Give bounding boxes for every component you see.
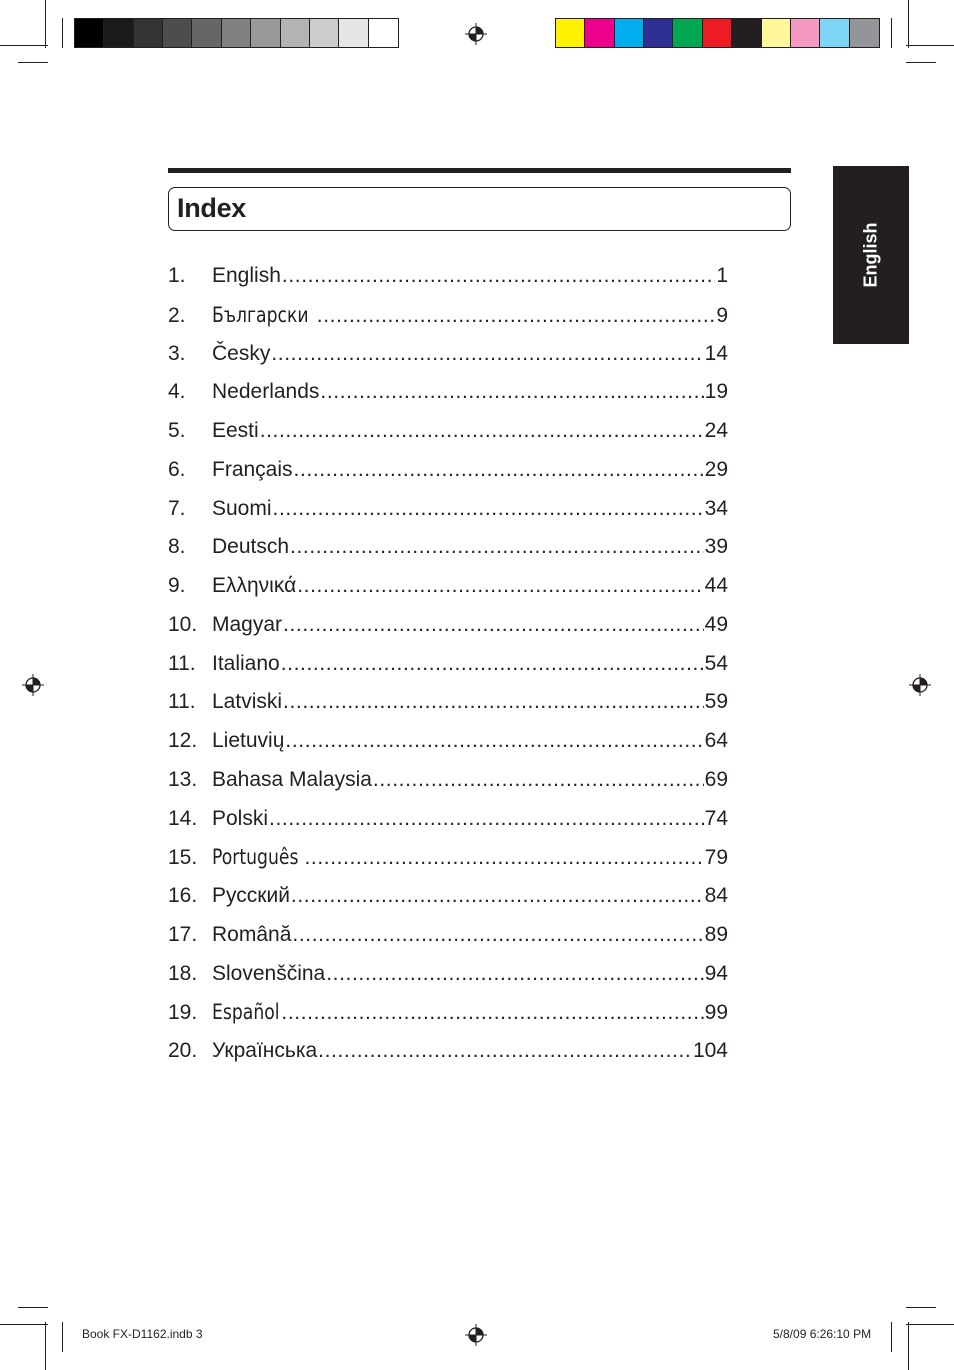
crop-mark <box>62 1322 63 1352</box>
color-swatch <box>192 19 221 47</box>
toc-entry-number: 18. <box>168 961 198 985</box>
toc-entry-number: 5. <box>168 419 186 442</box>
toc-entry <box>168 842 728 872</box>
color-swatch <box>585 19 614 47</box>
color-swatch <box>251 19 280 47</box>
toc-entry-title: Română <box>212 922 292 946</box>
toc-dot-leader <box>297 571 703 601</box>
toc-entry-page: 9 <box>716 303 728 327</box>
toc-dot-leader <box>326 959 703 989</box>
toc-dot-leader <box>269 804 704 834</box>
toc-entry <box>168 571 728 601</box>
toc-entry-page: 1 <box>716 264 728 287</box>
toc-entry-page: 104 <box>692 1039 728 1062</box>
crop-mark <box>62 18 63 48</box>
color-swatch <box>615 19 644 47</box>
crop-mark <box>0 45 48 46</box>
color-swatch <box>339 19 368 47</box>
color-swatch <box>281 19 310 47</box>
crop-mark <box>906 1324 954 1325</box>
crop-mark <box>908 1322 909 1370</box>
toc-entry-number: 8. <box>168 535 186 559</box>
toc-entry-title: Magyar <box>212 612 283 636</box>
toc-entry-title: Ελληνικά <box>212 574 297 597</box>
registration-mark-icon <box>909 674 931 696</box>
toc-dot-leader <box>283 610 704 640</box>
toc-dot-leader <box>292 920 703 950</box>
toc-dot-leader <box>290 532 704 562</box>
color-swatch <box>104 19 133 47</box>
registration-mark-icon <box>465 1324 487 1346</box>
toc-entry-page: 24 <box>704 419 728 442</box>
toc-entry-number: 20. <box>168 1039 198 1062</box>
toc-entry-page: 79 <box>704 846 728 870</box>
crop-mark <box>891 1322 892 1352</box>
crop-mark <box>908 0 909 48</box>
toc-entry <box>168 765 728 795</box>
toc-dot-leader <box>373 765 704 795</box>
toc-entry <box>168 610 728 640</box>
toc-entry-title: Česky <box>212 341 271 365</box>
color-swatch <box>791 19 820 47</box>
toc-entry-title: Suomi <box>212 496 272 520</box>
toc-entry-title: Polski <box>212 806 269 830</box>
color-swatch <box>762 19 791 47</box>
toc-entry-title: Français <box>212 457 293 481</box>
toc-dot-leader <box>291 881 704 911</box>
crop-mark <box>18 62 48 63</box>
color-swatch <box>673 19 702 47</box>
toc-entry-number: 11. <box>168 690 196 714</box>
toc-dot-leader <box>317 301 716 331</box>
toc-entry-title: Українська <box>212 1039 318 1062</box>
index-title-box <box>168 187 791 231</box>
crop-mark <box>906 1307 936 1308</box>
toc-entry-title: Português <box>212 845 299 870</box>
color-swatch <box>820 19 849 47</box>
toc-entry-title: Bahasa Malaysia <box>212 767 372 791</box>
toc-entry-page: 74 <box>704 806 728 830</box>
toc-entry-number: 4. <box>168 380 186 404</box>
toc-entry-number: 11. <box>168 651 196 675</box>
toc-entry-number: 10. <box>168 612 198 636</box>
toc-dot-leader <box>318 1036 692 1066</box>
toc-entry-page: 34 <box>704 496 728 520</box>
toc-entry-title: Български <box>212 302 309 327</box>
toc-entry-title: Русский <box>212 884 290 907</box>
toc-entry <box>168 920 728 950</box>
toc-entry-number: 14. <box>168 806 198 830</box>
toc-entry-page: 14 <box>704 341 728 365</box>
toc-entry-number: 7. <box>168 496 186 520</box>
toc-entry-title: Español <box>212 1000 280 1025</box>
color-swatch <box>163 19 192 47</box>
toc-entry-page: 94 <box>704 961 728 985</box>
toc-entry-number: 16. <box>168 884 198 907</box>
toc-entry-page: 69 <box>704 767 728 791</box>
toc-dot-leader <box>320 377 703 407</box>
toc-entry <box>168 377 728 407</box>
toc-entry-page: 99 <box>704 1001 728 1025</box>
toc-entry-page: 64 <box>704 729 728 752</box>
toc-entry-number: 9. <box>168 574 186 597</box>
color-swatch <box>75 19 104 47</box>
toc-dot-leader <box>260 416 704 446</box>
toc-entry-page: 49 <box>704 612 728 636</box>
crop-mark <box>906 45 954 46</box>
crop-mark <box>45 0 46 48</box>
toc-entry <box>168 261 728 291</box>
language-side-tab <box>833 166 909 344</box>
toc-entry <box>168 494 728 524</box>
toc-entry-number: 13. <box>168 767 198 791</box>
toc-entry <box>168 726 728 756</box>
toc-entry-title: Latviski <box>212 690 283 714</box>
toc-entry-page: 44 <box>704 574 728 597</box>
grayscale-color-bar <box>74 18 399 48</box>
toc-entry <box>168 881 728 911</box>
process-color-bar <box>555 18 880 48</box>
color-swatch <box>703 19 732 47</box>
toc-entry <box>168 959 728 989</box>
toc-entry <box>168 532 728 562</box>
color-swatch <box>644 19 673 47</box>
crop-mark <box>906 62 936 63</box>
toc-dot-leader <box>304 843 703 873</box>
toc-entry-page: 19 <box>704 380 728 404</box>
color-swatch <box>556 19 585 47</box>
color-swatch <box>222 19 251 47</box>
toc-dot-leader <box>294 455 704 485</box>
toc-entry <box>168 300 728 330</box>
toc-entry-title: Lietuvių <box>212 729 285 752</box>
toc-entry-title: Slovenščina <box>212 961 326 985</box>
toc-entry-title: Italiano <box>212 651 280 675</box>
heading-rule <box>168 168 791 173</box>
toc-dot-leader <box>283 687 704 717</box>
toc-entry-number: 6. <box>168 457 186 481</box>
toc-dot-leader <box>281 649 704 679</box>
toc-entry-page: 89 <box>704 922 728 946</box>
color-swatch <box>732 19 761 47</box>
toc-entry-number: 3. <box>168 341 186 365</box>
toc-entry-title: Nederlands <box>212 380 320 404</box>
toc-entry <box>168 339 728 369</box>
toc-entry-title: Deutsch <box>212 535 290 559</box>
toc-entry-number: 2. <box>168 303 186 327</box>
toc-entry <box>168 687 728 717</box>
toc-dot-leader <box>281 998 703 1028</box>
crop-mark <box>45 1322 46 1370</box>
color-swatch <box>310 19 339 47</box>
toc-entry <box>168 455 728 485</box>
registration-mark-icon <box>22 674 44 696</box>
toc-dot-leader <box>282 261 715 291</box>
footer-timestamp: 5/8/09 6:26:10 PM <box>773 1327 872 1341</box>
toc-entry-page: 39 <box>704 535 728 559</box>
toc-entry-title: Eesti <box>212 419 259 442</box>
toc-entry-number: 12. <box>168 729 198 752</box>
toc-entry-page: 59 <box>704 690 728 714</box>
toc-dot-leader <box>285 726 703 756</box>
toc-entry <box>168 997 728 1027</box>
crop-mark <box>0 1324 48 1325</box>
color-swatch <box>134 19 163 47</box>
crop-mark <box>18 1307 48 1308</box>
registration-mark-icon <box>465 23 487 45</box>
toc-entry <box>168 649 728 679</box>
toc-entry-number: 19. <box>168 1001 198 1025</box>
toc-entry-number: 17. <box>168 922 198 946</box>
toc-entry-page: 84 <box>704 884 728 907</box>
toc-entry <box>168 1036 728 1066</box>
page-title: Index <box>177 193 247 223</box>
color-swatch <box>369 19 398 47</box>
footer-file-label: Book FX-D1162.indb 3 <box>82 1327 203 1341</box>
toc-entry <box>168 416 728 446</box>
crop-mark <box>891 18 892 48</box>
toc-entry-title: English <box>212 264 281 287</box>
toc-entry-page: 54 <box>704 651 728 675</box>
toc-entry-number: 15. <box>168 846 198 870</box>
toc-entry-number: 1. <box>168 264 186 287</box>
toc-entry-page: 29 <box>704 457 728 481</box>
toc-dot-leader <box>273 494 704 524</box>
side-tab-label: English <box>860 222 881 288</box>
toc-dot-leader <box>271 339 703 369</box>
toc-entry <box>168 804 728 834</box>
color-swatch <box>850 19 879 47</box>
